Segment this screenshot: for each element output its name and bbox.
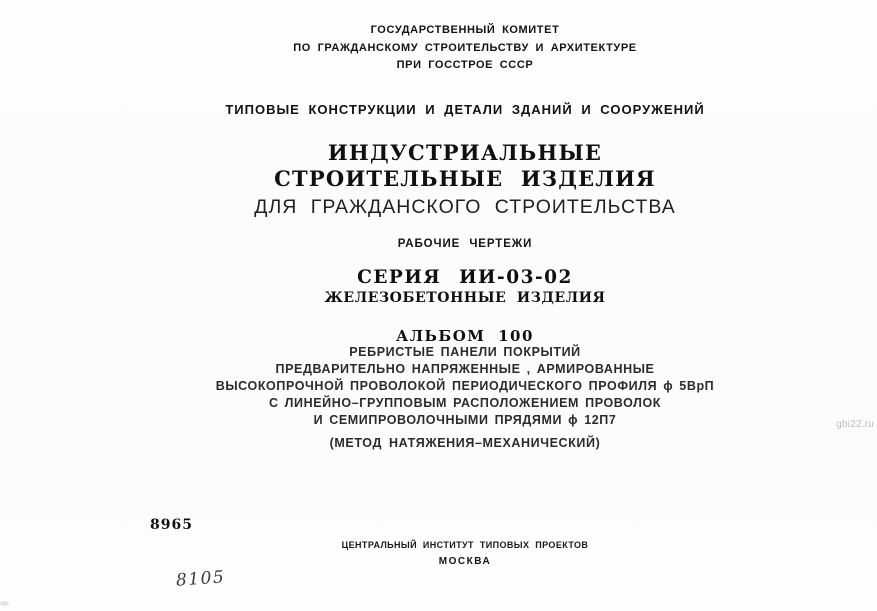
org-header — [55, 22, 875, 75]
org-header-line1: ГОСУДАРСТВЕННЫЙ КОМИТЕТ — [370, 24, 560, 36]
album-desc-line1: РЕБРИСТЫЕ ПАНЕЛИ ПОКРЫТИЙ — [349, 345, 581, 359]
series-number: СЕРИЯ ИИ-03-02 — [357, 267, 573, 288]
working-drawings-subtitle: РАБОЧИЕ ЧЕРТЕЖИ — [397, 238, 533, 250]
type-heading: ТИПОВЫЕ КОНСТРУКЦИИ И ДЕТАЛИ ЗДАНИЙ И СООРУЖЕНИЙ — [225, 102, 705, 117]
album-desc-line3: ВЫСОКОПРОЧНОЙ ПРОВОЛОКОЙ ПЕРИОДИЧЕСКОГО ПРОФИЛЯ ϕ 5ВрП — [215, 379, 715, 393]
org-header-line3: ПРИ ГОССТРОЕ СССР — [396, 59, 534, 71]
main-title-line2: СТРОИТЕЛЬНЫЕ ИЗДЕЛИЯ — [274, 166, 656, 191]
album-title: АЛЬБОМ 100 — [396, 327, 534, 345]
site-watermark: gbi22.ru — [836, 419, 874, 430]
main-title-line1: ИНДУСТРИАЛЬНЫЕ — [327, 140, 603, 165]
scan-smudge — [0, 601, 9, 606]
album-description — [55, 344, 875, 429]
series-subject: ЖЕЛЕЗОБЕТОННЫЕ ИЗДЕЛИЯ — [324, 290, 606, 306]
institute-name: ЦЕНТРАЛЬНЫЙ ИНСТИТУТ ТИПОВЫХ ПРОЕКТОВ — [341, 540, 589, 550]
city-name: МОСКВА — [438, 556, 492, 567]
handwritten-inventory-number: 8105 — [175, 567, 226, 591]
main-title — [55, 140, 875, 220]
document-number: 8965 — [150, 517, 193, 533]
org-header-line2: ПО ГРАЖДАНСКОМУ СТРОИТЕЛЬСТВУ И АРХИТЕКТУРЕ — [293, 41, 637, 54]
main-title-line3: ДЛЯ ГРАЖДАНСКОГО СТРОИТЕЛЬСТВА — [254, 196, 676, 218]
album-desc-line5: И СЕМИПРОВОЛОЧНЫМИ ПРЯДЯМИ ϕ 12П7 — [313, 413, 617, 427]
album-desc-line2: ПРЕДВАРИТЕЛЬНО НАПРЯЖЕННЫЕ , АРМИРОВАННЫЕ — [275, 362, 655, 376]
album-desc-line4: С ЛИНЕЙНО–ГРУППОВЫМ РАСПОЛОЖЕНИЕМ ПРОВОЛОК — [268, 396, 662, 410]
tensioning-method-note: (МЕТОД НАТЯЖЕНИЯ–МЕХАНИЧЕСКИЙ) — [329, 436, 601, 450]
